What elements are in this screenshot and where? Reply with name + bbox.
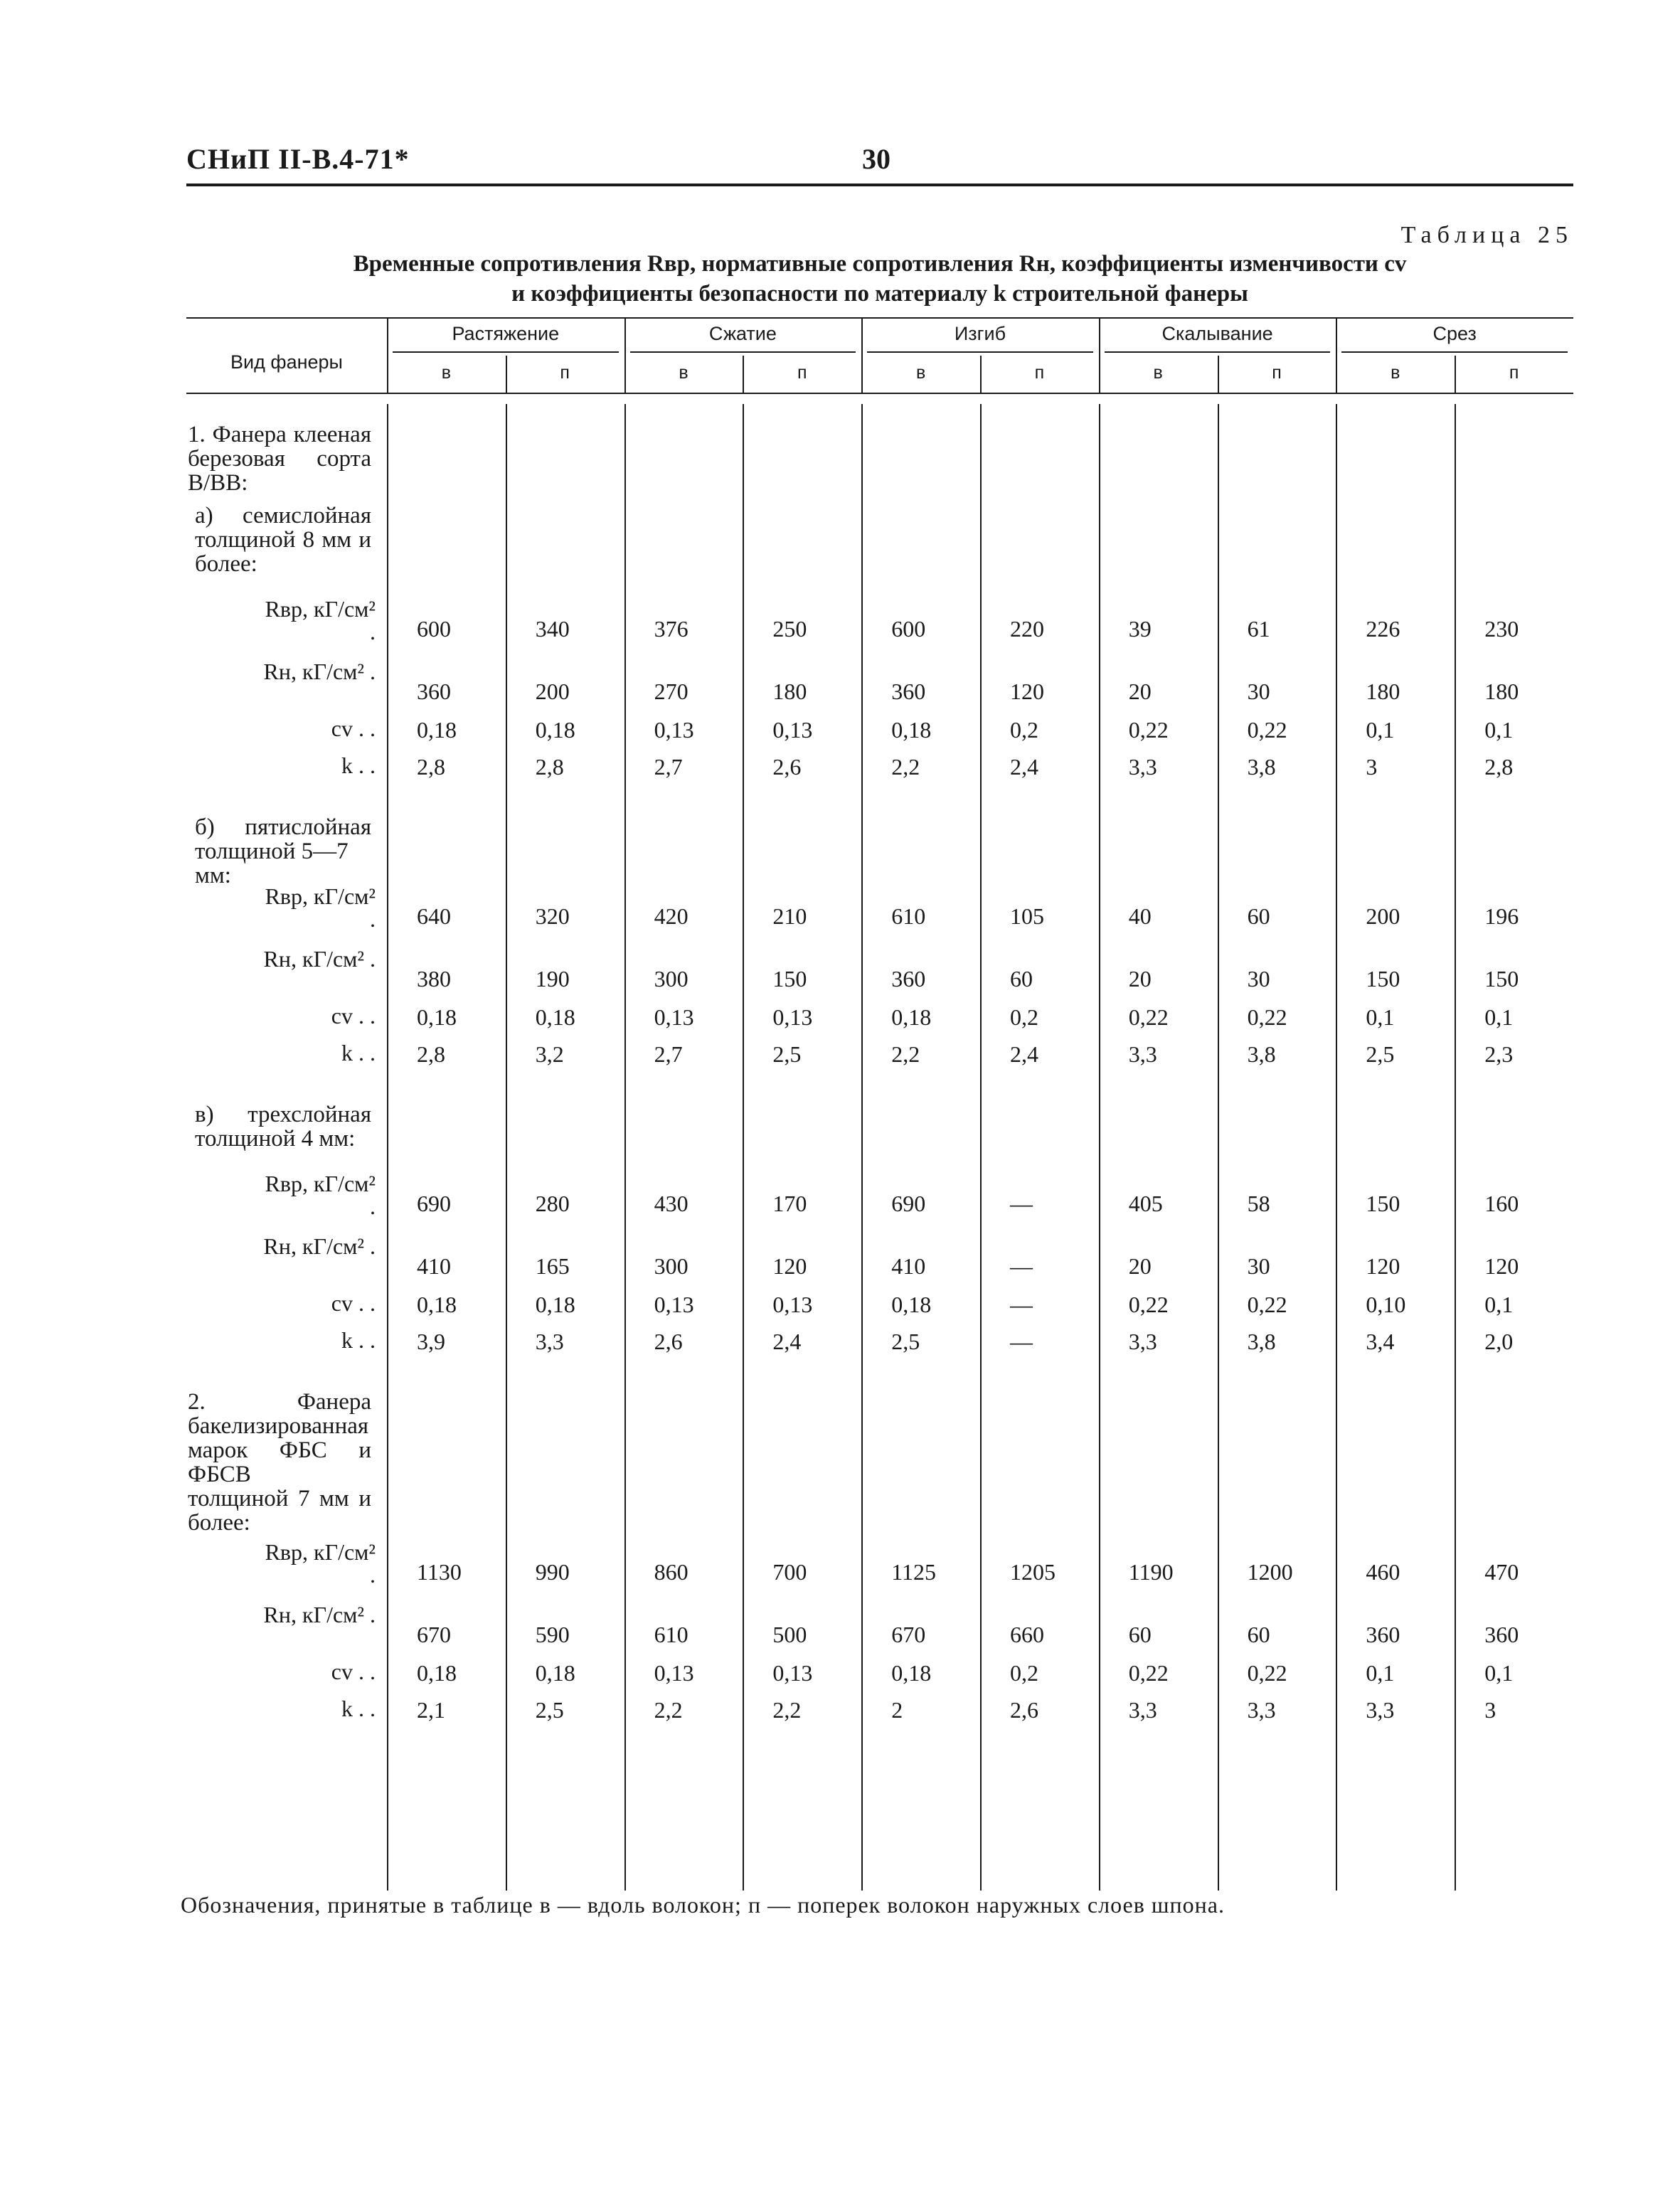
table-cell: 0,13 bbox=[654, 1004, 694, 1030]
table-cell: 250 bbox=[772, 616, 807, 642]
table-cell: 3,9 bbox=[417, 1329, 445, 1354]
col-group-header: Растяжение bbox=[452, 323, 560, 344]
table-cell: 0,1 bbox=[1484, 1292, 1514, 1317]
table-cell: 610 bbox=[654, 1622, 689, 1647]
table-cell: 226 bbox=[1366, 616, 1400, 642]
table-cell: 61 bbox=[1247, 616, 1270, 642]
body-col-divider bbox=[506, 404, 507, 1891]
data-table bbox=[186, 317, 1573, 1891]
subcol-header-p: п bbox=[797, 363, 807, 383]
table-cell: 200 bbox=[535, 679, 570, 704]
table-cell: 2,2 bbox=[772, 1697, 802, 1723]
table-cell: 2,8 bbox=[417, 1041, 445, 1067]
section-title: 1. Фанера клееная березовая сорта В/ВВ: bbox=[188, 422, 371, 496]
table-cell: 0,1 bbox=[1366, 1004, 1395, 1030]
param-label-cv: cv . . bbox=[331, 1659, 376, 1684]
table-cell: 600 bbox=[417, 616, 451, 642]
table-cell: 2,5 bbox=[1366, 1041, 1395, 1067]
param-label-k: k . . bbox=[341, 1040, 376, 1065]
table-cell: 0,1 bbox=[1484, 1004, 1514, 1030]
col-group-header: Скалывание bbox=[1161, 323, 1273, 344]
param-label-rn: Rн, кГ/см² . bbox=[263, 1233, 376, 1259]
table-cell: 3,3 bbox=[1128, 1041, 1157, 1067]
table-cell: 0,22 bbox=[1128, 1660, 1169, 1686]
table-cell: 150 bbox=[1366, 1191, 1400, 1216]
table-cell: 3,3 bbox=[535, 1329, 564, 1354]
table-cell: 0,22 bbox=[1128, 1004, 1169, 1030]
table-label: Таблица 25 bbox=[1400, 222, 1573, 248]
subcol-header-v: в bbox=[915, 363, 926, 383]
subcol-header-v: в bbox=[679, 363, 689, 383]
table-cell: 2,7 bbox=[654, 1041, 683, 1067]
table-cell: 0,18 bbox=[535, 717, 575, 743]
table-cell: 0,18 bbox=[891, 1292, 932, 1317]
param-label-rvr: Rвр, кГ/см² . bbox=[265, 1539, 376, 1588]
table-cell: 0,18 bbox=[417, 717, 457, 743]
table-cell: 2,5 bbox=[535, 1697, 564, 1723]
table-cell: 0,13 bbox=[654, 1660, 694, 1686]
table-cell: 0,13 bbox=[772, 717, 813, 743]
param-label-rvr: Rвр, кГ/см² . bbox=[265, 596, 376, 644]
table-cell: 0,18 bbox=[417, 1004, 457, 1030]
body-col-divider bbox=[387, 404, 388, 1891]
table-cell: 2,1 bbox=[417, 1697, 445, 1723]
table-cell: 2,5 bbox=[772, 1041, 802, 1067]
table-cell: 0,18 bbox=[891, 1660, 932, 1686]
table-cell: 405 bbox=[1128, 1191, 1163, 1216]
table-cell: 1130 bbox=[417, 1559, 462, 1585]
param-label-k: k . . bbox=[341, 1696, 376, 1721]
table-cell: 410 bbox=[417, 1253, 451, 1279]
table-cell: 300 bbox=[654, 966, 689, 992]
table-cell: 0,22 bbox=[1247, 1292, 1287, 1317]
table-cell: 2,6 bbox=[1010, 1697, 1038, 1723]
table-cell: 1200 bbox=[1247, 1559, 1293, 1585]
table-cell: 120 bbox=[1366, 1253, 1400, 1279]
table-cell: 30 bbox=[1247, 966, 1270, 992]
body-col-divider bbox=[1099, 404, 1100, 1891]
table-cell: 105 bbox=[1010, 903, 1044, 929]
col-group-header: Сжатие bbox=[708, 323, 777, 344]
table-cell: 60 bbox=[1247, 903, 1270, 929]
table-cell: 2,4 bbox=[772, 1329, 802, 1354]
table-title-line-1: Временные сопротивления Rвр, нормативные сопротивления Rн, коэффициенты изменчивости cv bbox=[353, 251, 1407, 277]
table-cell: 0,13 bbox=[772, 1292, 813, 1317]
table-cell: 0,2 bbox=[1010, 1660, 1038, 1686]
table-cell: 640 bbox=[417, 903, 451, 929]
table-cell: 3,3 bbox=[1366, 1697, 1395, 1723]
table-cell: 0,18 bbox=[417, 1660, 457, 1686]
table-cell: 2,6 bbox=[772, 754, 802, 780]
table-notes: Обозначения, принятые в таблице в — вдоль волокон; п — поперек волокон наружных слоев шпона. bbox=[181, 1892, 1225, 1918]
table-cell: 670 bbox=[417, 1622, 451, 1647]
table-cell: 2,5 bbox=[891, 1329, 920, 1354]
page-number: 30 bbox=[862, 143, 890, 175]
param-label-rn: Rн, кГ/см² . bbox=[263, 659, 376, 684]
table-cell: 0,18 bbox=[535, 1660, 575, 1686]
table-cell: 2,0 bbox=[1484, 1329, 1514, 1354]
table-cell: 0,22 bbox=[1247, 1660, 1287, 1686]
table-cell: 2,6 bbox=[654, 1329, 683, 1354]
body-col-divider bbox=[1455, 404, 1456, 1891]
table-cell: 3,8 bbox=[1247, 754, 1276, 780]
table-cell: 360 bbox=[1366, 1622, 1400, 1647]
table-cell: 0,2 bbox=[1010, 717, 1038, 743]
table-cell: 0,13 bbox=[772, 1660, 813, 1686]
table-cell: 230 bbox=[1484, 616, 1519, 642]
body-col-divider bbox=[743, 404, 744, 1891]
table-cell: 410 bbox=[891, 1253, 926, 1279]
table-title-line-2: и коэффициенты безопасности по материалу k строительной фанеры bbox=[511, 281, 1248, 307]
table-cell: 2,8 bbox=[1484, 754, 1514, 780]
body-col-divider bbox=[861, 404, 863, 1891]
table-cell: 30 bbox=[1247, 679, 1270, 704]
table-cell: 60 bbox=[1128, 1622, 1152, 1647]
subsection-title: б) пятислойная толщиной 5—7 мм: bbox=[195, 814, 371, 888]
col-group-header: Изгиб bbox=[954, 323, 1006, 344]
table-cell: 3,8 bbox=[1247, 1329, 1276, 1354]
table-cell: — bbox=[1010, 1292, 1033, 1317]
group-underline bbox=[630, 351, 856, 353]
table-cell: 210 bbox=[772, 903, 807, 929]
table-cell: 196 bbox=[1484, 903, 1519, 929]
table-cell: 200 bbox=[1366, 903, 1400, 929]
group-underline bbox=[1341, 351, 1568, 353]
table-cell: 360 bbox=[1484, 1622, 1519, 1647]
subcol-header-p: п bbox=[1509, 363, 1519, 383]
group-underline bbox=[867, 351, 1093, 353]
table-cell: — bbox=[1010, 1253, 1033, 1279]
table-cell: 0,22 bbox=[1128, 717, 1169, 743]
table-cell: 3 bbox=[1484, 1697, 1496, 1723]
table-cell: 0,18 bbox=[417, 1292, 457, 1317]
table-cell: 160 bbox=[1484, 1191, 1519, 1216]
table-cell: 0,22 bbox=[1247, 1004, 1287, 1030]
table-cell: 380 bbox=[417, 966, 451, 992]
table-cell: 0,18 bbox=[891, 717, 932, 743]
table-cell: 460 bbox=[1366, 1559, 1400, 1585]
table-cell: 60 bbox=[1010, 966, 1033, 992]
table-cell: 690 bbox=[417, 1191, 451, 1216]
table-cell: 2,2 bbox=[891, 754, 920, 780]
table-cell: 3,2 bbox=[535, 1041, 564, 1067]
table-cell: 180 bbox=[1366, 679, 1400, 704]
header-rule bbox=[186, 184, 1573, 186]
subcol-header-p: п bbox=[1272, 363, 1282, 383]
table-cell: 0,13 bbox=[654, 1292, 694, 1317]
param-label-k: k . . bbox=[341, 1327, 376, 1353]
table-cell: 700 bbox=[772, 1559, 807, 1585]
table-cell: 190 bbox=[535, 966, 570, 992]
table-cell: 0,18 bbox=[535, 1004, 575, 1030]
body-col-divider bbox=[980, 404, 982, 1891]
table-cell: 430 bbox=[654, 1191, 689, 1216]
table-cell: 270 bbox=[654, 679, 689, 704]
table-cell: 150 bbox=[1366, 966, 1400, 992]
table-cell: 3,3 bbox=[1128, 1329, 1157, 1354]
table-cell: 2,4 bbox=[1010, 1041, 1038, 1067]
subsection-title: а) семислойная толщиной 8 мм и более: bbox=[195, 503, 371, 577]
table-cell: 280 bbox=[535, 1191, 570, 1216]
table-cell: 300 bbox=[654, 1253, 689, 1279]
table-cell: 3,3 bbox=[1247, 1697, 1276, 1723]
table-cell: 670 bbox=[891, 1622, 926, 1647]
param-label-cv: cv . . bbox=[331, 716, 376, 741]
table-cell: 180 bbox=[772, 679, 807, 704]
table-cell: 0,18 bbox=[891, 1004, 932, 1030]
table-cell: 20 bbox=[1128, 966, 1152, 992]
table-cell: 660 bbox=[1010, 1622, 1044, 1647]
table-cell: 1190 bbox=[1128, 1559, 1174, 1585]
table-cell: 2,2 bbox=[891, 1041, 920, 1067]
table-cell: 30 bbox=[1247, 1253, 1270, 1279]
table-cell: 2,2 bbox=[654, 1697, 683, 1723]
table-cell: 20 bbox=[1128, 1253, 1152, 1279]
table-cell: 3,8 bbox=[1247, 1041, 1276, 1067]
table-cell: 2,8 bbox=[535, 754, 564, 780]
table-cell: 2 bbox=[891, 1697, 903, 1723]
table-cell: 40 bbox=[1128, 903, 1152, 929]
table-cell: 0,1 bbox=[1366, 717, 1395, 743]
table-cell: 39 bbox=[1128, 616, 1152, 642]
table-cell: 3,3 bbox=[1128, 1697, 1157, 1723]
param-label-rn: Rн, кГ/см² . bbox=[263, 1602, 376, 1627]
table-cell: 180 bbox=[1484, 679, 1519, 704]
table-cell: 0,22 bbox=[1247, 717, 1287, 743]
table-cell: 150 bbox=[772, 966, 807, 992]
col-group-header: Срез bbox=[1432, 323, 1477, 344]
param-label-k: k . . bbox=[341, 753, 376, 778]
table-cell: 120 bbox=[1484, 1253, 1519, 1279]
param-label-rvr: Rвр, кГ/см² . bbox=[265, 883, 376, 932]
table-cell: 150 bbox=[1484, 966, 1519, 992]
table-cell: 120 bbox=[1010, 679, 1044, 704]
body-col-divider bbox=[1218, 404, 1219, 1891]
subcol-header-p: п bbox=[1034, 363, 1045, 383]
table-cell: 0,1 bbox=[1484, 717, 1514, 743]
table-cell: 60 bbox=[1247, 1622, 1270, 1647]
table-cell: 1205 bbox=[1010, 1559, 1056, 1585]
table-cell: 0,2 bbox=[1010, 1004, 1038, 1030]
table-cell: 0,10 bbox=[1366, 1292, 1406, 1317]
table-cell: 600 bbox=[891, 616, 926, 642]
table-cell: 0,1 bbox=[1484, 1660, 1514, 1686]
table-cell: 990 bbox=[535, 1559, 570, 1585]
table-cell: 0,13 bbox=[654, 717, 694, 743]
table-cell: 0,1 bbox=[1366, 1660, 1395, 1686]
table-cell: — bbox=[1010, 1329, 1033, 1354]
table-cell: 360 bbox=[891, 679, 926, 704]
table-cell: 860 bbox=[654, 1559, 689, 1585]
table-cell: 2,8 bbox=[417, 754, 445, 780]
table-cell: 690 bbox=[891, 1191, 926, 1216]
table-cell: 170 bbox=[772, 1191, 807, 1216]
table-cell: 220 bbox=[1010, 616, 1044, 642]
table-cell: 0,22 bbox=[1128, 1292, 1169, 1317]
table-cell: 20 bbox=[1128, 679, 1152, 704]
table-cell: 420 bbox=[654, 903, 689, 929]
subcol-header-v: в bbox=[1153, 363, 1163, 383]
table-cell: 58 bbox=[1247, 1191, 1270, 1216]
subcol-header-v: в bbox=[441, 363, 452, 383]
param-label-cv: cv . . bbox=[331, 1290, 376, 1316]
table-cell: 340 bbox=[535, 616, 570, 642]
table-cell: 360 bbox=[417, 679, 451, 704]
col-header-plywood-type: Вид фанеры bbox=[230, 351, 343, 373]
table-cell: — bbox=[1010, 1191, 1033, 1216]
subcol-header-v: в bbox=[1391, 363, 1400, 383]
document-code: СНиП II-В.4-71* bbox=[186, 143, 410, 175]
param-label-cv: cv . . bbox=[331, 1003, 376, 1028]
section-title: 2. Фанера бакелизированная марок ФБС и ФБСВ толщиной 7 мм и более: bbox=[188, 1389, 371, 1536]
table-cell: 590 bbox=[535, 1622, 570, 1647]
table-cell: 2,4 bbox=[1010, 754, 1038, 780]
table-cell: 500 bbox=[772, 1622, 807, 1647]
table-title bbox=[186, 249, 1573, 309]
param-label-rvr: Rвр, кГ/см² . bbox=[265, 1171, 376, 1219]
table-cell: 610 bbox=[891, 903, 926, 929]
table-cell: 360 bbox=[891, 966, 926, 992]
body-col-divider bbox=[624, 404, 626, 1891]
table-cell: 0,13 bbox=[772, 1004, 813, 1030]
table-top-rule bbox=[186, 317, 1573, 319]
group-underline bbox=[393, 351, 619, 353]
table-cell: 0,18 bbox=[535, 1292, 575, 1317]
table-cell: 3,4 bbox=[1366, 1329, 1395, 1354]
table-cell: 2,7 bbox=[654, 754, 683, 780]
table-cell: 376 bbox=[654, 616, 689, 642]
table-cell: 165 bbox=[535, 1253, 570, 1279]
subcol-header-p: п bbox=[560, 363, 570, 383]
group-underline bbox=[1105, 351, 1331, 353]
table-header-bottom-rule bbox=[186, 393, 1573, 394]
param-label-rn: Rн, кГ/см² . bbox=[263, 946, 376, 972]
table-cell: 3 bbox=[1366, 754, 1378, 780]
table-cell: 1125 bbox=[891, 1559, 936, 1585]
table-cell: 2,3 bbox=[1484, 1041, 1514, 1067]
table-cell: 470 bbox=[1484, 1559, 1519, 1585]
table-cell: 120 bbox=[772, 1253, 807, 1279]
table-cell: 320 bbox=[535, 903, 570, 929]
body-col-divider bbox=[1336, 404, 1337, 1891]
table-cell: 3,3 bbox=[1128, 754, 1157, 780]
subsection-title: в) трехслойная толщиной 4 мм: bbox=[195, 1102, 371, 1152]
